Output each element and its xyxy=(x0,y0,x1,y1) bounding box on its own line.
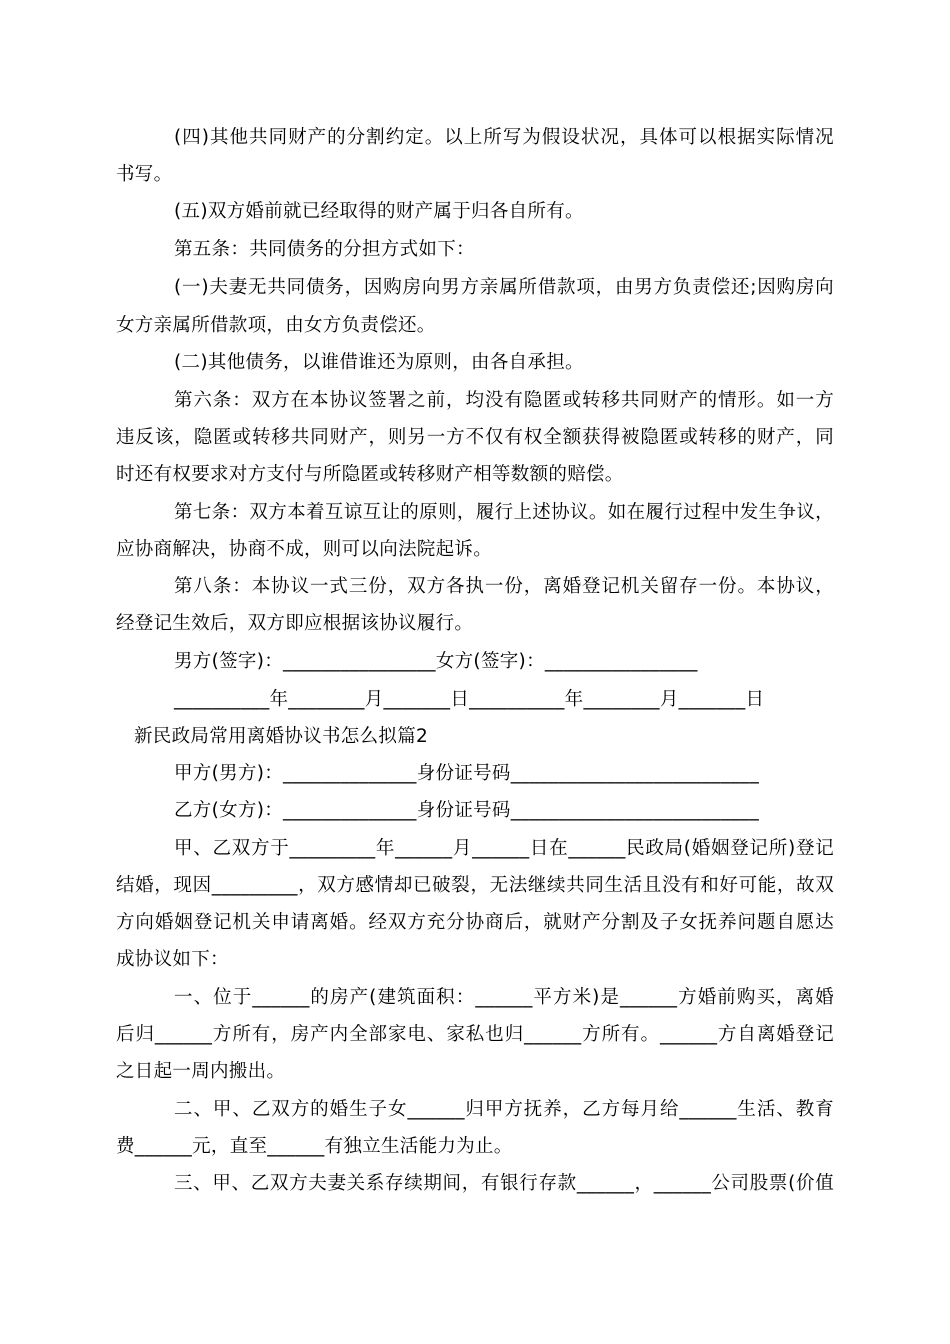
paragraph-line: 费______元，直至______有独立生活能力为止。 xyxy=(116,1136,513,1157)
paragraph-line: 结婚，现因_________，双方感情却已破裂，无法继续共同生活且没有和好可能，故双 xyxy=(116,875,834,896)
paragraph-line: 时还有权要求对方支付与所隐匿或转移财产相等数额的赔偿。 xyxy=(116,464,624,485)
date-line: __________年________月_______日__________年________月_______日 xyxy=(174,689,765,710)
paragraph-line: 书写。 xyxy=(116,164,173,185)
party-b-line: 乙方(女方)：______________身份证号码__________________________ xyxy=(174,800,760,821)
paragraph-line: 三、甲、乙双方夫妻关系存续期间，有银行存款______，______公司股票(价值 xyxy=(174,1173,834,1194)
section-title: 新民政局常用离婚协议书怎么拟篇2 xyxy=(134,726,429,747)
paragraph-line: 成协议如下： xyxy=(116,949,229,970)
paragraph-line: 方向婚姻登记机关申请离婚。经双方充分协商后，就财产分割及子女抚养问题自愿达 xyxy=(116,912,834,933)
paragraph-line: 女方亲属所借款项，由女方负责偿还。 xyxy=(116,315,436,336)
paragraph-line: (一)夫妻无共同债务，因购房向男方亲属所借款项，由男方负责偿还;因购房向 xyxy=(174,277,834,298)
paragraph-line: 经登记生效后，双方即应根据该协议履行。 xyxy=(116,613,474,634)
party-a-line: 甲方(男方)：______________身份证号码__________________________ xyxy=(174,763,760,784)
paragraph-line: 二、甲、乙双方的婚生子女______归甲方抚养，乙方每月给______生活、教育 xyxy=(174,1099,834,1120)
paragraph-line: (二)其他债务，以谁借谁还为原则，由各自承担。 xyxy=(174,352,584,373)
paragraph-line: 第八条：本协议一式三份，双方各执一份，离婚登记机关留存一份。本协议， xyxy=(174,576,834,597)
paragraph-line: (五)双方婚前就已经取得的财产属于归各自所有。 xyxy=(174,201,584,222)
paragraph-line: 应协商解决，协商不成，则可以向法院起诉。 xyxy=(116,539,493,560)
paragraph-line: 之日起一周内搬出。 xyxy=(116,1061,286,1082)
signature-line: 男方(签字)：________________女方(签字)：________________ xyxy=(174,651,698,672)
paragraph-line: 第七条：双方本着互谅互让的原则，履行上述协议。如在履行过程中发生争议， xyxy=(174,502,834,523)
paragraph-line: 甲、乙双方于_________年______月______日在______民政局(婚姻登记所)登记 xyxy=(174,838,834,859)
paragraph-line: 后归______方所有，房产内全部家电、家私也归______方所有。______方自离婚登记 xyxy=(116,1024,834,1045)
paragraph-line: 第六条：双方在本协议签署之前，均没有隐匿或转移共同财产的情形。如一方 xyxy=(174,390,834,411)
paragraph-line: 违反该，隐匿或转移共同财产，则另一方不仅有权全额获得被隐匿或转移的财产，同 xyxy=(116,427,834,448)
paragraph-line: 一、位于______的房产(建筑面积：______平方米)是______方婚前购买，离婚 xyxy=(174,987,834,1008)
paragraph-line: (四)其他共同财产的分割约定。以上所写为假设状况，具体可以根据实际情况 xyxy=(174,127,834,148)
article-heading: 第五条：共同债务的分担方式如下： xyxy=(174,239,475,260)
